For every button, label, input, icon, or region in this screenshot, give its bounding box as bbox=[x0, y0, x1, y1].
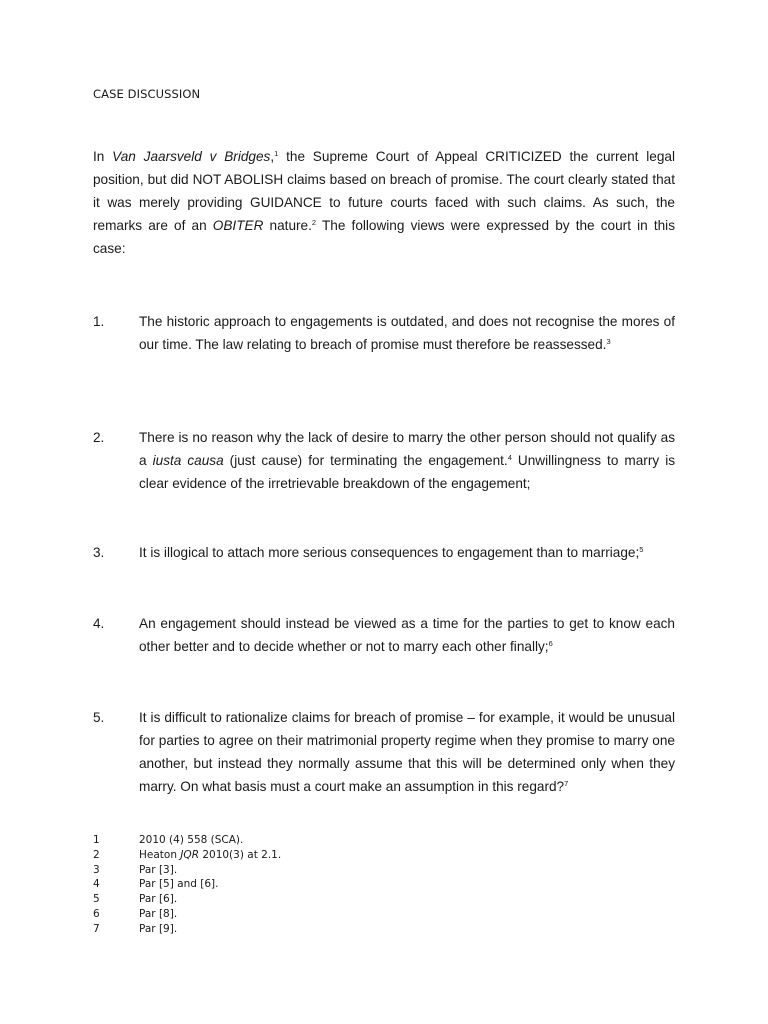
obiter-term: OBITER bbox=[212, 218, 264, 233]
item-text: (just cause) for terminating the engagement. bbox=[223, 453, 508, 468]
list-number: 2. bbox=[93, 430, 105, 445]
intro-text-1: In bbox=[93, 149, 113, 164]
footnote-ref-6[interactable]: 6 bbox=[548, 639, 553, 648]
list-item-1 bbox=[93, 310, 675, 356]
list-item-2 bbox=[93, 426, 675, 495]
list-item-5 bbox=[93, 706, 675, 798]
list-number: 5. bbox=[93, 710, 105, 725]
footnote-text: 2010 (4) 558 (SCA). bbox=[139, 834, 244, 846]
journal-name: JQR bbox=[180, 848, 199, 861]
item-text: There is no reason why the lack of desire to marry the other person should not qualify as a bbox=[139, 430, 675, 468]
intro-paragraph bbox=[93, 145, 675, 260]
footnote-ref-7[interactable]: 7 bbox=[564, 779, 569, 788]
intro-text-5: The following views were expressed by the court in this case: bbox=[93, 218, 675, 256]
footnote-text: Par [9]. bbox=[139, 922, 178, 935]
item-text: The historic approach to engagements is outdated, and does not recognise the mores of our time. The law relating to breach of promise must therefore be reassessed. bbox=[139, 314, 675, 352]
list-item-text bbox=[139, 541, 675, 564]
footnote-text: Par [8]. bbox=[139, 907, 178, 920]
footnote-text-part: 2010(3) at 2.1. bbox=[199, 848, 282, 861]
footnote-ref-3[interactable]: 3 bbox=[606, 337, 611, 346]
footnote-text bbox=[139, 848, 281, 863]
section-heading: CASE DISCUSSION bbox=[93, 87, 201, 101]
intro-text-3: the Supreme Court of Appeal CRITICIZED the current legal position, but did NOT ABOLISH claims based on breach of promise. The court clearly stated that it was merely providing GUIDANCE to future courts faced with such claims. As such, the remarks are of an bbox=[93, 149, 675, 233]
list-number: 1. bbox=[93, 314, 105, 329]
footnote-number: 1 bbox=[93, 834, 100, 846]
item-text: It is difficult to rationalize claims for breach of promise – for example, it would be unusual for parties to agree on their matrimonial property regime when they promise to marry one another, but instead they normally assume that this will be determined only when they marry. On what basis must a court make an assumption in this regard? bbox=[139, 710, 675, 794]
footnote-text: Par [5] and [6]. bbox=[139, 878, 219, 891]
footnote-number: 2 bbox=[93, 848, 100, 861]
footnote-number: 3 bbox=[93, 863, 100, 876]
case-name: Van Jaarsveld v Bridges bbox=[112, 149, 271, 164]
footnote-text: Par [6]. bbox=[139, 893, 178, 906]
footnote-number: 5 bbox=[93, 893, 100, 906]
intro-text-2: , bbox=[270, 149, 275, 164]
list-number: 3. bbox=[93, 545, 105, 560]
item-text: An engagement should instead be viewed as a time for the parties to get to know each other better and to decide whether or not to marry each other finally; bbox=[139, 616, 675, 654]
intro-text-4: nature. bbox=[263, 218, 312, 233]
iusta-causa-term: iusta causa bbox=[152, 453, 224, 468]
list-item-text bbox=[139, 310, 675, 356]
footnote-text: Par [3]. bbox=[139, 863, 178, 876]
list-item-3 bbox=[93, 541, 675, 564]
footnote-text-part: Heaton bbox=[139, 848, 181, 861]
footnote-ref-1[interactable]: 1 bbox=[274, 149, 279, 158]
footnote-ref-5[interactable]: 5 bbox=[639, 545, 644, 554]
footnote-number: 7 bbox=[93, 922, 100, 935]
list-item-text bbox=[139, 426, 675, 495]
footnote-number: 4 bbox=[93, 878, 100, 891]
list-item-text bbox=[139, 612, 675, 658]
list-number: 4. bbox=[93, 616, 105, 631]
footnote-number: 6 bbox=[93, 907, 100, 920]
list-item-text bbox=[139, 706, 675, 798]
footnote-ref-4[interactable]: 4 bbox=[507, 453, 512, 462]
item-text: It is illogical to attach more serious consequences to engagement than to marriage; bbox=[139, 545, 640, 560]
list-item-4 bbox=[93, 612, 675, 658]
footnote-ref-2[interactable]: 2 bbox=[311, 218, 317, 227]
item-text: Unwillingness to marry is clear evidence of the irretrievable breakdown of the engagement; bbox=[139, 453, 676, 491]
